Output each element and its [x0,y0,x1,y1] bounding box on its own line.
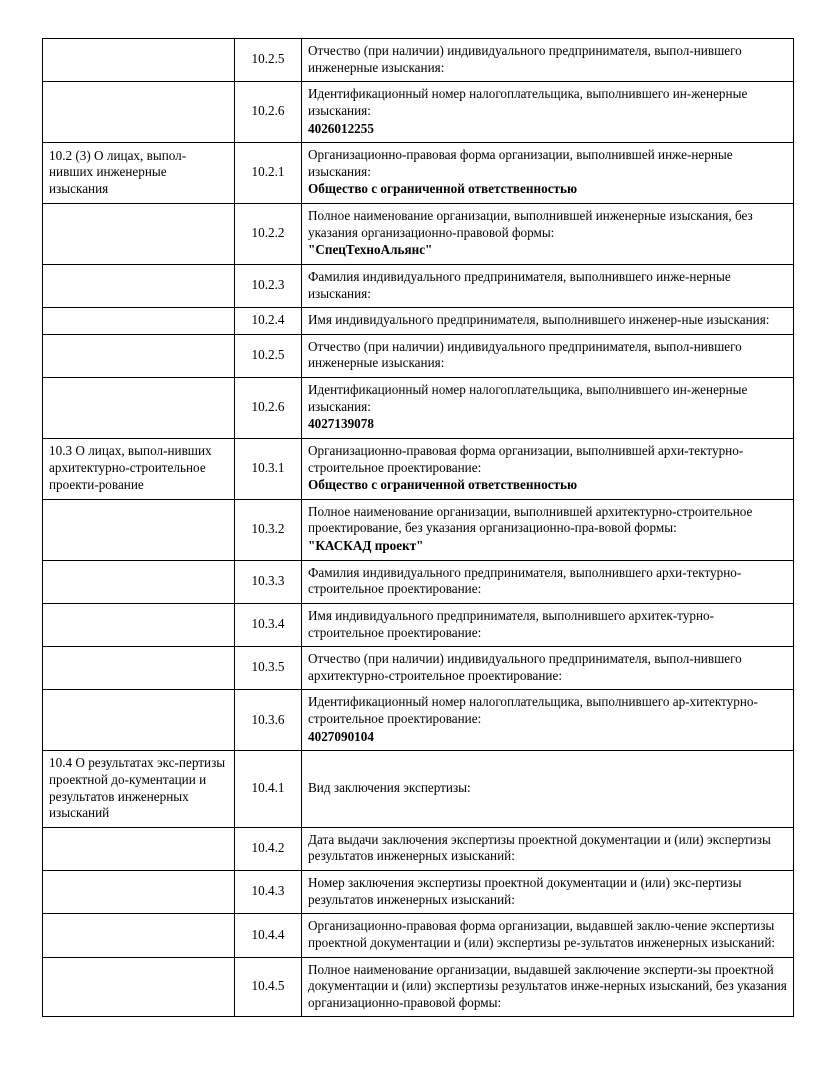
table-row [43,690,794,751]
section-cell [43,827,235,870]
field-value: "КАСКАД проект" [308,538,424,553]
text-cell [302,438,794,499]
table-row [43,204,794,265]
table-body [43,39,794,1017]
section-cell [43,264,235,307]
table-row [43,308,794,335]
field-label: Имя индивидуального предпринимателя, выполнившего инженер-ные изыскания: [308,312,770,328]
section-cell [43,378,235,439]
code-cell: 10.4.3 [235,871,302,914]
text-cell [302,914,794,957]
text-cell [302,690,794,751]
table-row [43,264,794,307]
field-label: Отчество (при наличии) индивидуального предпринимателя, выпол-нившего инженерные изыскания: [308,43,742,75]
code-cell: 10.3.3 [235,560,302,603]
text-cell [302,560,794,603]
field-label: Полное наименование организации, выполнившей архитектурно-строительное проектирование, без указания организационно-пра-вовой формы: [308,503,753,536]
table-row [43,751,794,828]
text-cell [302,334,794,377]
field-label: Дата выдачи заключения экспертизы проектной документации и (или) экспертизы результатов инженерных изысканий: [308,831,771,864]
section-cell [43,39,235,82]
field-value: "СпецТехноАльянс" [308,242,433,258]
field-value: Общество с ограниченной ответственностью [308,477,578,493]
text-cell [302,82,794,143]
field-value: Общество с ограниченной ответственностью [308,181,578,197]
section-cell [43,334,235,377]
field-label: Фамилия индивидуального предпринимателя, выполнившего архи-тектурно-строительное проектирование: [308,564,742,597]
field-label: Отчество (при наличии) индивидуального предпринимателя, выпол-нившего инженерные изыскания: [308,338,742,371]
table-row [43,499,794,560]
code-cell: 10.3.2 [235,499,302,560]
field-label: Организационно-правовая форма организации, выполнившей инже-нерные изыскания: [308,147,733,179]
section-cell [43,82,235,143]
text-cell [302,499,794,560]
code-cell: 10.2.6 [235,378,302,439]
code-cell: 10.2.6 [235,82,302,143]
section-cell [43,560,235,603]
code-cell: 10.2.3 [235,264,302,307]
field-label: Организационно-правовая форма организации, выдавшей заклю-чение экспертизы проектной документации и (или) экспертизы ре-зультатов инженерных изысканий: [308,918,776,950]
field-label: Полное наименование организации, выполнившей инженерные изыскания, без указания организационно-правовой формы: [308,208,753,240]
section-cell [43,957,235,1017]
field-label: Идентификационный номер налогоплательщика, выполнившего ин-женерные изыскания: [308,382,748,414]
project-declaration-table [42,38,794,1017]
code-cell: 10.3.5 [235,647,302,690]
section-cell [43,914,235,957]
text-cell [302,378,794,439]
table-row [43,603,794,646]
text-cell [302,603,794,646]
field-label: Вид заключения экспертизы: [308,780,471,796]
code-cell: 10.4.2 [235,827,302,870]
field-value: 4027090104 [308,728,374,744]
text-cell [302,647,794,690]
text-cell [302,143,794,204]
section-cell: 10.4 О результатах экс-пертизы проектной до-кументации и результатов инженерных изысканий [43,751,235,828]
text-cell [302,957,794,1017]
section-cell [43,690,235,751]
code-cell: 10.3.1 [235,438,302,499]
code-cell: 10.4.1 [235,751,302,828]
text-cell [302,871,794,914]
section-cell: 10.3 О лицах, выпол-нивших архитектурно-строительное проекти-рование [43,438,235,499]
table-row [43,438,794,499]
code-cell: 10.3.6 [235,690,302,751]
section-cell [43,204,235,265]
table-row [43,957,794,1017]
field-label: Имя индивидуального предпринимателя, выполнившего архитек-турно-строительное проектирование: [308,607,714,640]
table-row [43,378,794,439]
table-row [43,560,794,603]
table-row [43,871,794,914]
text-cell [302,39,794,82]
code-cell: 10.4.4 [235,914,302,957]
table-row [43,914,794,957]
field-value: 4027139078 [308,416,374,432]
code-cell: 10.4.5 [235,957,302,1017]
field-label: Фамилия индивидуального предпринимателя, выполнившего инже-нерные изыскания: [308,268,731,301]
field-value: 4026012255 [308,120,374,136]
code-cell: 10.2.4 [235,308,302,335]
code-cell: 10.2.5 [235,39,302,82]
section-cell [43,308,235,335]
code-cell: 10.3.4 [235,603,302,646]
field-label: Идентификационный номер налогоплательщика, выполнившего ар-хитектурно-строительное проектирование: [308,694,758,726]
table-row [43,334,794,377]
text-cell [302,264,794,307]
field-label: Идентификационный номер налогоплательщика, выполнившего ин-женерные изыскания: [308,86,748,118]
table-row [43,82,794,143]
table-row [43,143,794,204]
section-cell [43,499,235,560]
section-cell [43,647,235,690]
code-cell: 10.2.2 [235,204,302,265]
text-cell [302,204,794,265]
field-label: Номер заключения экспертизы проектной документации и (или) экс-пертизы результатов инженерных изысканий: [308,875,742,907]
field-label: Полное наименование организации, выдавшей заключение эксперти-зы проектной документации и (или) экспертизы результатов инже-нерных изысканий, без указания организационно-правовой формы: [308,961,787,1010]
section-cell [43,871,235,914]
table-row [43,827,794,870]
code-cell: 10.2.5 [235,334,302,377]
field-label: Отчество (при наличии) индивидуального предпринимателя, выпол-нившего архитектурно-строительное проектирование: [308,651,742,683]
text-cell [302,827,794,870]
table-row [43,647,794,690]
field-label: Организационно-правовая форма организации, выполнившей архи-тектурно-строительное проектирование: [308,442,744,475]
section-cell: 10.2 (3) О лицах, выпол-нивших инженерные изыскания [43,143,235,204]
table-row [43,39,794,82]
text-cell [302,751,794,828]
section-cell [43,603,235,646]
text-cell [302,308,794,335]
code-cell: 10.2.1 [235,143,302,204]
